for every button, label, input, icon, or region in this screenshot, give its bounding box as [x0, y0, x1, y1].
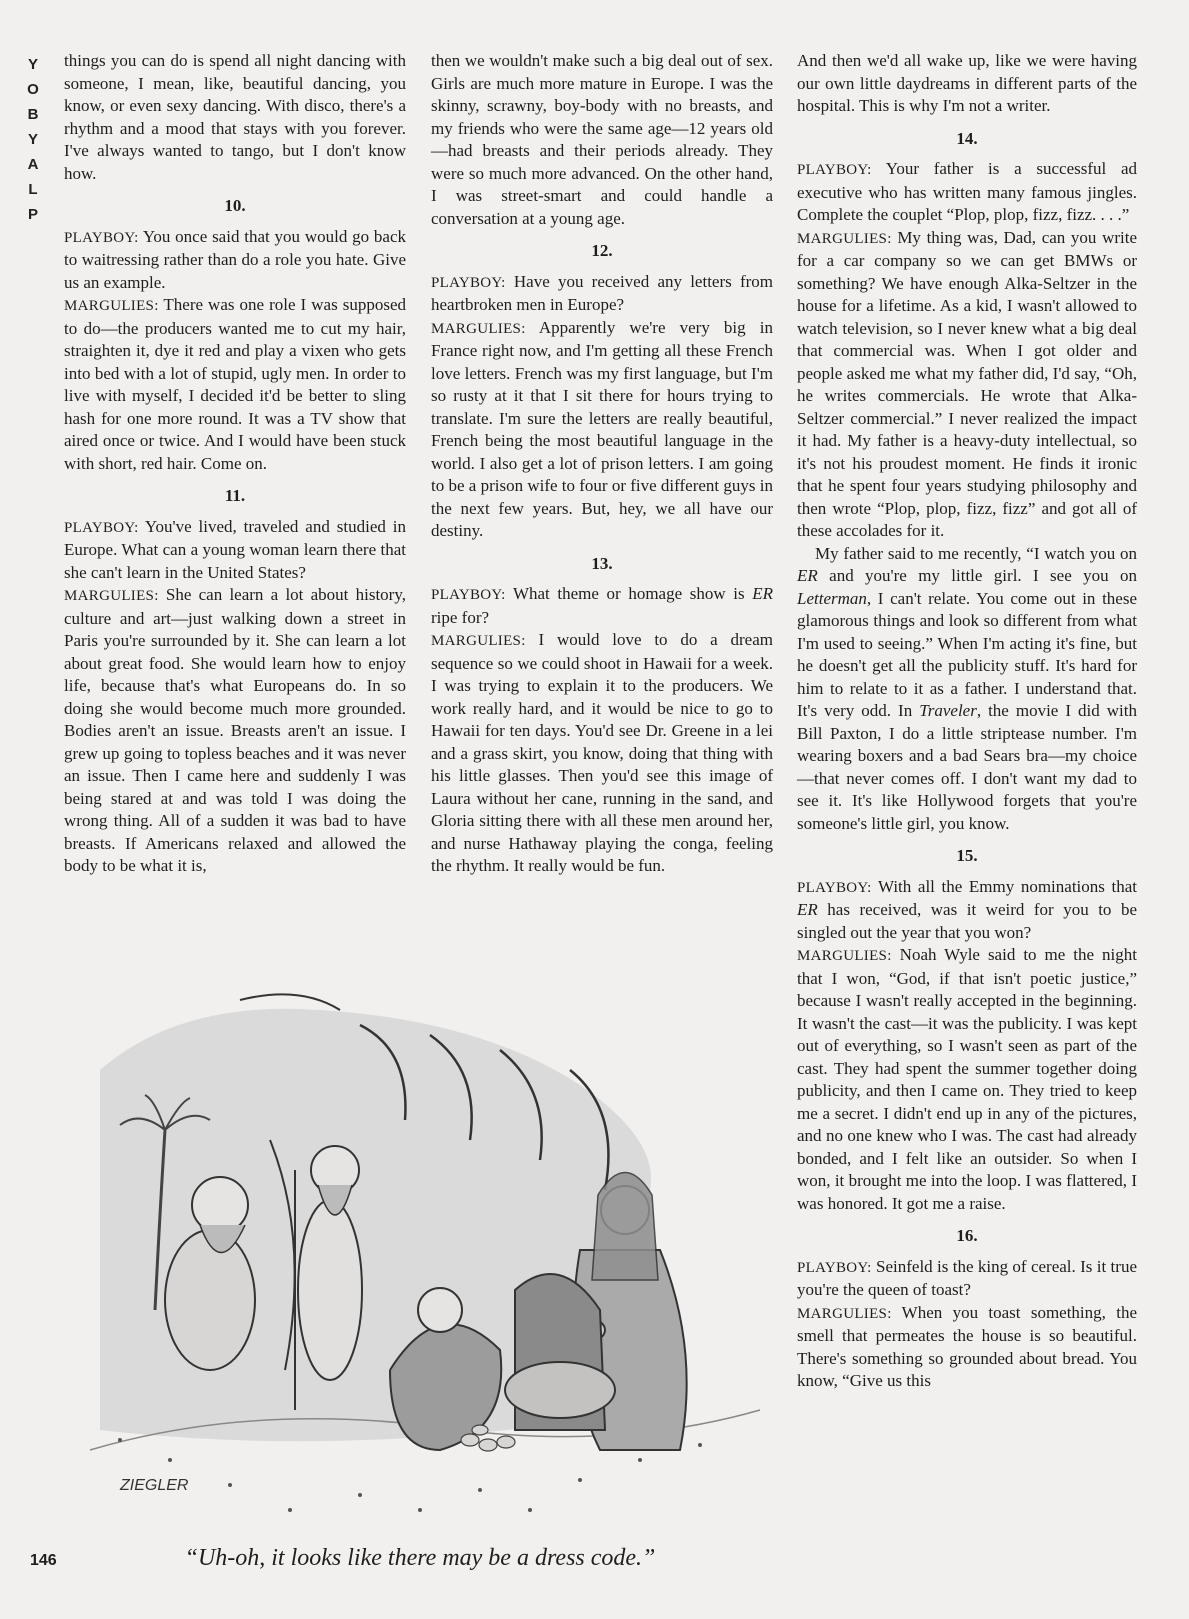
text-run: , I can't relate. You come out in these glamorous things and look so different from what I'm used to seeing.” When I'm acting it's fine, but he doesn't get all the publicity stuff. It's hard for him to relate to it as a father. I understand that. It's very odd. In: [797, 588, 1137, 720]
question-number: 15.: [956, 846, 978, 865]
question-number: 10.: [224, 196, 246, 215]
question-text: Seinfeld is the king of cereal. Is it true you're the queen of toast?: [797, 1256, 1137, 1299]
spine-letter: O: [27, 81, 39, 98]
question: [797, 876, 1137, 945]
question-text: With all the Emmy nominations that: [871, 876, 1137, 896]
question-number: 12.: [591, 241, 613, 260]
question-text: What theme or homage show is: [505, 584, 753, 603]
speaker-playboy: PLAYBOY:: [64, 519, 139, 536]
column-1: [64, 50, 406, 878]
speaker-margulies: MARGULIES:: [431, 320, 526, 337]
answer-text: There was one role I was supposed to do—the producers wanted me to cut my hair, straighten it, dye it red and play a vixen who gets into bed with a lot of stupid, ugly men. In order to live with myself, I decided it'd be better to sling hash for one more round. It was a TV show that aired once or twice. And I would have been stuck with short, red hair. Come on.: [64, 295, 406, 473]
question: [64, 516, 406, 585]
question: [64, 226, 406, 295]
page-number: 146: [30, 1552, 57, 1569]
speaker-margulies: MARGULIES:: [797, 1305, 892, 1322]
answer: [431, 629, 773, 878]
spine-masthead: [22, 52, 44, 227]
answer-text: My thing was, Dad, can you write for a car company so we can get BMWs or something? We have enough Alka-Seltzer in the house for a lifetime. As a kid, I wasn't allowed to watch television, so I never knew what a big deal that commercial was. When I got older and people asked me what my father did, I'd say, “Oh, he writes commercials. He wrote that Alka-Seltzer commercial.” I never realized the impact it had. My father is a heavy-duty intellectual, so it's not his proudest moment. He finds it ironic that he spent four years studying philosophy and then wrote “Plop, plop, fizz, fizz” and got all of these accolades for it.: [797, 227, 1137, 540]
column-3: [797, 50, 1137, 1393]
title-letterman: Letterman: [797, 588, 867, 608]
answer-text: When you toast something, the smell that permeates the house is so beautiful. There's something so grounded about bread. You know, “Give us this: [797, 1302, 1137, 1390]
answer: [797, 1302, 1137, 1393]
speaker-margulies: MARGULIES:: [797, 948, 892, 964]
title-traveler: Traveler: [919, 701, 977, 720]
paragraph: And then we'd all wake up, like we were having our own little daydreams in different parts of the hospital. This is why I'm not a writer.: [797, 51, 1137, 115]
answer-text: She can learn a lot about history, culture and art—just walking down a street in Paris you're surrounded by it. She can learn a lot about great food. She would learn how to enjoy life, because that's what Europeans do. In so doing she would become much more grounded. Bodies aren't an issue. Breasts aren't an issue. I grew up going to topless beaches and it was never an issue. Then I came here and suddenly I was being stared at and was told I was doing the wrong thing. All of a sudden it was bad to have breasts. If Americans relaxed and allowed the body to be what it is,: [64, 585, 406, 875]
speaker-playboy: PLAYBOY:: [431, 274, 506, 291]
question-number: 13.: [591, 553, 613, 573]
question-text: You once said that you would go back to waitressing rather than do a role you hate. Give us an example.: [64, 226, 406, 292]
question-number: 11.: [224, 486, 246, 505]
title-er: ER: [797, 566, 818, 585]
title-er: ER: [797, 900, 818, 919]
question: [431, 583, 773, 629]
question-text: You've lived, traveled and studied in Europe. What can a young woman learn there that she can't learn in the United States?: [64, 516, 406, 582]
text-run: , the movie I did with Bill Paxton, I do a little striptease number. I'm wearing boxers and a bad Sears bra—my choice—that never comes off. I don't want my dad to see it. It's like Hollywood forgets that you're someone's little girl, you know.: [797, 701, 1137, 833]
question-number: 16.: [956, 1226, 978, 1245]
spine-letter: L: [28, 181, 38, 198]
answer: [64, 584, 406, 878]
question: [797, 158, 1137, 227]
speaker-margulies: MARGULIES:: [64, 588, 159, 604]
spine-letter: A: [27, 156, 39, 173]
paragraph: [797, 543, 1137, 836]
question-number: 14.: [956, 128, 978, 148]
paragraph: then we wouldn't make such a big deal out of sex. Girls are much more mature in Europe. I was the skinny, scrawny, boy-body with no breasts, and my friends who were the same age—12 years old—had breasts and their periods already. They were so much more advanced. On the other hand, I was street-smart and could handle a conversation at a young age.: [431, 51, 773, 228]
question-text: Your father is a successful ad executive who has written many famous jingles. Complete the couplet “Plop, plop, fizz, fizz. . . .”: [797, 159, 1137, 224]
cartoon-illustration: [60, 990, 780, 1545]
paragraph: things you can do is spend all night dancing with someone, I mean, like, beautiful dancing, you know, or even sexy dancing. With disco, there's a rhythm and a mood that stays with you forever. I've always wanted to tango, but I don't know how.: [64, 51, 406, 183]
answer: [64, 294, 406, 475]
answer-text: Apparently we're very big in France right now, and I'm getting all these French love letters. French was my first language, but I'm so rusty at it that I sit there for hours trying to translate. I'm sure the letters are really beautiful, French being the most beautiful language in the world. I also get a lot of prison letters. I am going to be a prison wife to four or five different guys in the next few years. But, hey, we all have our destiny.: [431, 317, 773, 540]
question: [797, 1256, 1137, 1302]
answer-text: I would love to do a dream sequence so we could shoot in Hawaii for a week. I was trying to explain it to the producers. We work really hard, and it would be nice to go to Hawaii for ten days. You'd see Dr. Greene in a lei and a grass skirt, you know, doing that thing with his little glasses. Then you'd see this image of Laura without her cane, running in the sand, and Gloria sitting there with all these men around her, and nurse Hathaway playing the conga, feeling the rhythm. It really would be fun.: [431, 630, 773, 875]
speaker-margulies: MARGULIES:: [64, 298, 159, 314]
question-text: Have you received any letters from heartbroken men in Europe?: [431, 271, 773, 314]
spine-letter: B: [27, 106, 39, 123]
text-run: My father said to me recently, “I watch you on: [815, 543, 1137, 563]
spine-letter: Y: [27, 56, 38, 73]
speaker-playboy: PLAYBOY:: [431, 587, 506, 603]
answer: [797, 944, 1137, 1215]
cartoon-caption: “Uh-oh, it looks like there may be a dress code.”: [184, 1545, 656, 1571]
question: [431, 271, 773, 317]
question-text: has received, was it weird for you to be singled out the year that you won?: [797, 900, 1137, 942]
speaker-playboy: PLAYBOY:: [797, 162, 872, 178]
answer-text: Noah Wyle said to me the night that I won, “God, if that isn't poetic justice,” because I wasn't really accepted in the beginning. It wasn't the cast—it was the publicity. I was kept out of everything, so I wasn't seen as part of the cast. They had spent the summer together doing publicity, and then I came on. They tried to keep me a secret. I didn't end up in any of the pictures, and no one knew who I was. The cast had already bonded, and I felt like an outsider. So when I won, it brought me into the loop. I was flattered, I was honored. It got me a raise.: [797, 945, 1137, 1213]
question-text: ripe for?: [431, 607, 490, 627]
speaker-playboy: PLAYBOY:: [797, 879, 872, 896]
title-er: ER: [752, 584, 773, 603]
cartoon-signature: ZIEGLER: [120, 1477, 189, 1494]
speaker-margulies: MARGULIES:: [797, 230, 892, 247]
speaker-playboy: PLAYBOY:: [797, 1259, 872, 1276]
text-run: and you're my little girl. I see you on: [817, 566, 1137, 585]
answer: [431, 317, 773, 543]
spine-letter: Y: [27, 131, 38, 148]
column-2: [431, 50, 773, 878]
spine-letter: P: [27, 206, 38, 223]
speaker-margulies: MARGULIES:: [431, 633, 526, 649]
answer: [797, 227, 1137, 543]
speaker-playboy: PLAYBOY:: [64, 229, 139, 246]
